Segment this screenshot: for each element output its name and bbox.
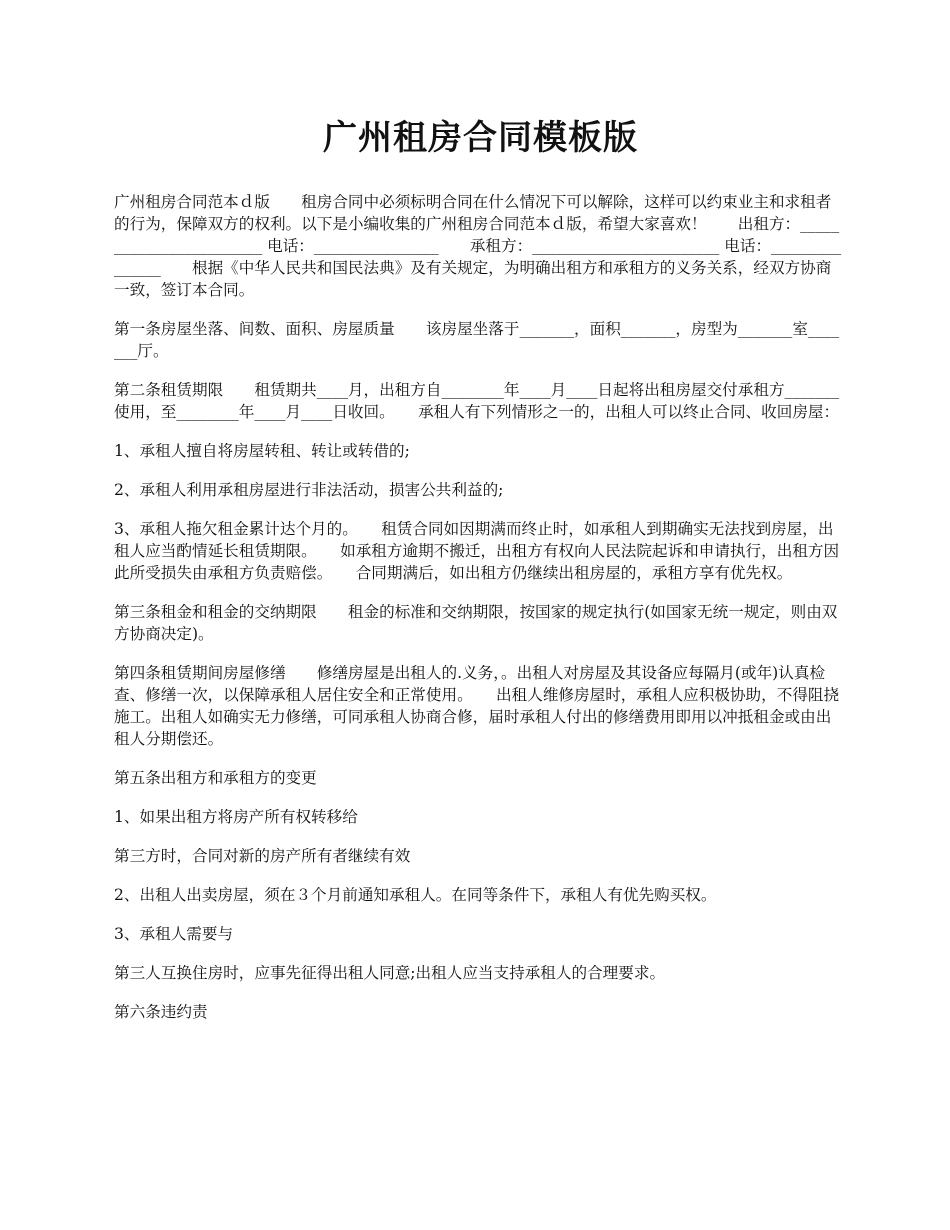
clause-paragraph: 2、承租人利用承租房屋进行非法活动，损害公共利益的; <box>114 481 504 499</box>
clause-paragraph: 2、出租人出卖房屋，须在３个月前通知承租人。在同等条件下，承租人有优先购买权。 <box>114 886 717 904</box>
clause-paragraph: 1、承租人擅自将房屋转租、转让或转借的; <box>114 442 410 460</box>
article-6-heading: 第六条违约责 <box>114 1003 208 1021</box>
clause-paragraph: 1、如果出租方将房产所有权转移给 <box>114 808 358 826</box>
article-1-paragraph: 第一条房屋坐落、间数、面积、房屋质量 该房屋坐落于_______，面积_______，房型为_______室_______厅。 <box>114 320 840 360</box>
article-4-paragraph: 第四条租赁期间房屋修缮 修缮房屋是出租人的.义务，。出租人对房屋及其设备应每隔月(或年)认真检查、修缮一次，以保障承租人居住安全和正常使用。 出租人维修房屋时，承租人应积极协助，不得阻挠施工。出租人如确实无力修缮，可同承租人协商合修，届时承租人付出的修缮费用即用以冲抵租金或由出租人分期偿还。 <box>114 664 840 748</box>
intro-paragraph: 广州租房合同范本ｄ版 租房合同中必须标明合同在什么情况下可以解除，这样可以约束业主和求租者的行为，保障双方的权利。以下是小编收集的广州租房合同范本ｄ版，希望大家喜欢！ 出租方：________________________ 电话：________________ 承租方：________________________ 电话：_______________ 根据《中华人民共和国民法典》及有关规定，为明确出租方和承租方的义务关系，经双方协商一致，签订本合同。 <box>114 193 842 299</box>
clause-paragraph: 第三人互换住房时，应事先征得出租人同意;出租人应当支持承租人的合理要求。 <box>114 964 666 982</box>
clause-paragraph: 第三方时，合同对新的房产所有者继续有效 <box>114 847 411 865</box>
document-title: 广州租房合同模板版 <box>323 118 638 158</box>
article-2-paragraph: 第二条租赁期限 租赁期共____月，出租方自________年____月____日起将出租房屋交付承租方_______使用，至________年____月____日收回。 承租人有下列情形之一的，出租人可以终止合同、收回房屋： <box>114 381 840 421</box>
clause-paragraph: 3、承租人拖欠租金累计达个月的。 租赁合同如因期满而终止时，如承租人到期确实无法找到房屋，出租人应当酌情延长租赁期限。 如承租方逾期不搬迁，出租方有权向人民法院起诉和申请执行，出租方因此所受损失由承租方负责赔偿。 合同期满后，如出租方仍继续出租房屋的，承租方享有优先权。 <box>114 520 840 582</box>
article-3-paragraph: 第三条租金和租金的交纳期限 租金的标准和交纳期限，按国家的规定执行(如国家无统一规定，则由双方协商决定)。 <box>114 603 838 643</box>
clause-paragraph: 3、承租人需要与 <box>114 925 234 943</box>
article-5-heading: 第五条出租方和承租方的变更 <box>114 769 317 787</box>
